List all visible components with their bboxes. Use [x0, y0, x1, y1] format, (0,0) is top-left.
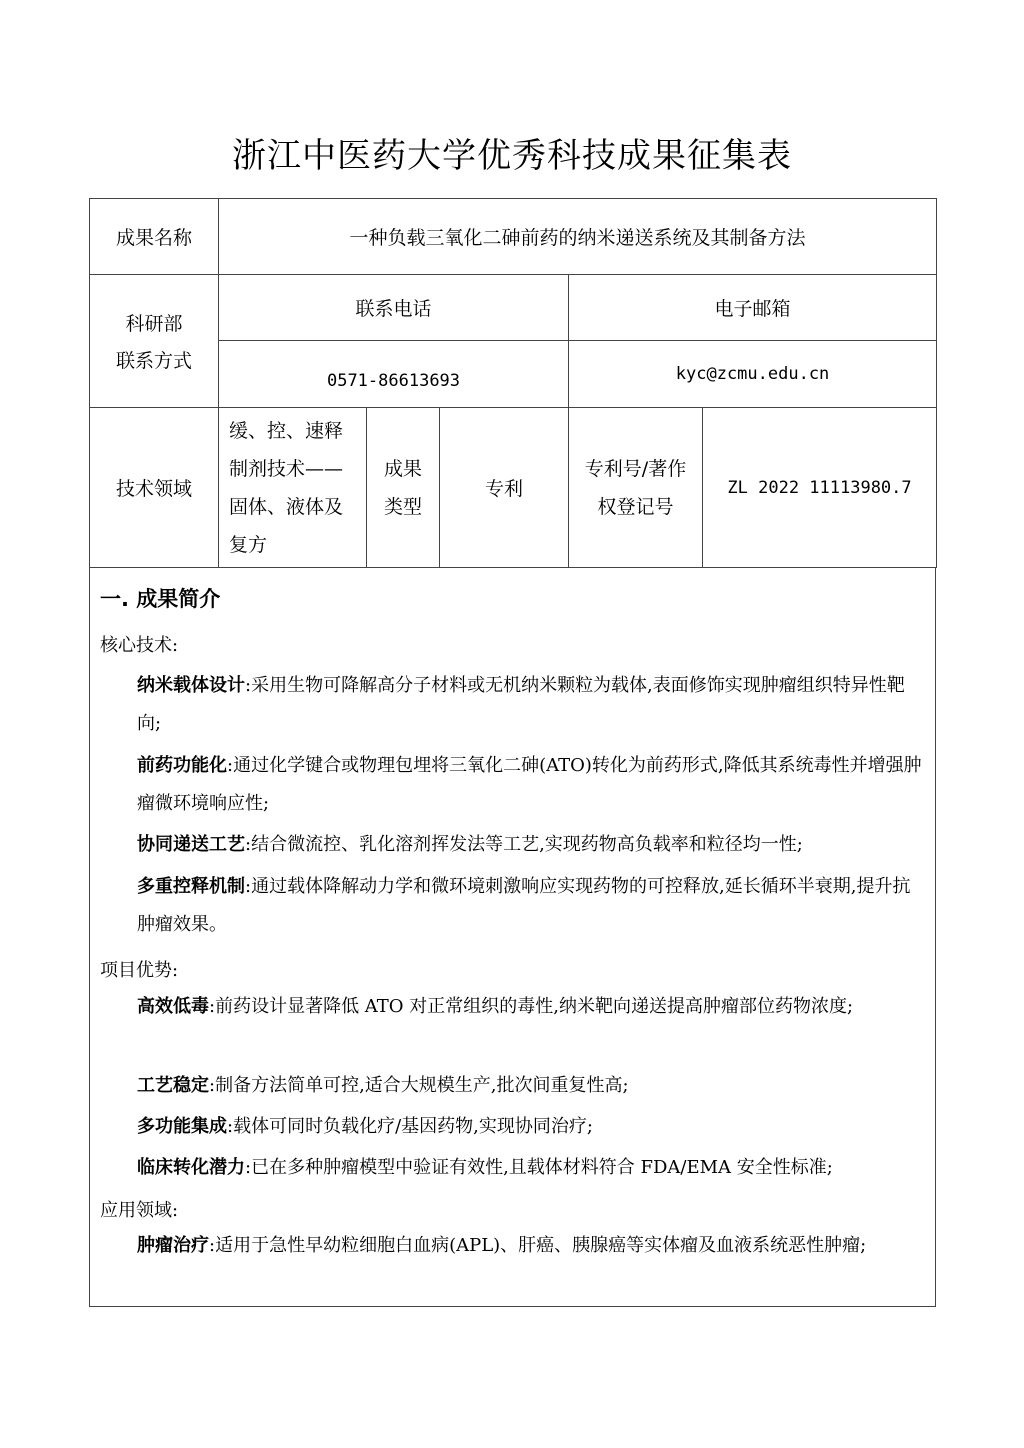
field-value [219, 408, 367, 568]
type-value: 专利 [440, 408, 569, 568]
field-label: 技术领域 [90, 408, 219, 568]
core-item-text: :通过载体降解动力学和微环境刺激响应实现药物的可控释放,延长循环半衰期,提升抗肿瘤效果。 [137, 876, 911, 935]
summary-section [89, 567, 936, 1307]
type-label-line1: 成果 [383, 457, 422, 480]
application-item [137, 1227, 927, 1265]
patent-value: ZL 2022 11113980.7 [703, 408, 937, 568]
email-value: kyc@zcmu.edu.cn [569, 341, 937, 408]
phone-label: 联系电话 [219, 275, 569, 341]
email-label: 电子邮箱 [569, 275, 937, 341]
core-item [137, 747, 927, 823]
core-item-term: 纳米载体设计 [137, 675, 245, 696]
core-item-term: 多重控释机制 [137, 876, 245, 897]
patent-label [569, 408, 703, 568]
advantage-heading: 项目优势: [100, 960, 179, 981]
advantage-item-text: :已在多种肿瘤模型中验证有效性,且载体材料符合 FDA/EMA 安全性标准; [245, 1157, 833, 1178]
contact-label-line1: 科研部 [125, 313, 183, 335]
field-line: 复方 [229, 533, 268, 556]
section-title: 一. 成果简介 [100, 587, 221, 611]
advantage-item [137, 1149, 927, 1187]
core-item [137, 868, 927, 944]
info-table [89, 198, 937, 568]
advantage-item [137, 1067, 927, 1105]
field-line: 制剂技术—— [229, 457, 344, 480]
core-item-text: :通过化学键合或物理包埋将三氧化二砷(ATO)转化为前药形式,降低其系统毒性并增强肿瘤微环境响应性; [137, 755, 922, 814]
advantage-item-term: 高效低毒 [137, 996, 209, 1017]
core-item [137, 826, 927, 864]
patent-label-line2: 权登记号 [597, 495, 674, 518]
advantage-item-term: 工艺稳定 [137, 1075, 209, 1096]
core-item-text: :采用生物可降解高分子材料或无机纳米颗粒为载体,表面修饰实现肿瘤组织特异性靶向; [137, 675, 905, 734]
advantage-item-text: :前药设计显著降低 ATO 对正常组织的毒性,纳米靶向递送提高肿瘤部位药物浓度; [209, 996, 854, 1017]
core-item-term: 协同递送工艺 [137, 834, 245, 855]
contact-label [90, 275, 219, 408]
advantage-item-term: 临床转化潜力 [137, 1157, 245, 1178]
core-item-term: 前药功能化 [137, 755, 227, 776]
type-label [367, 408, 440, 568]
phone-value: 0571-86613693 [219, 341, 569, 408]
core-heading: 核心技术: [100, 635, 179, 656]
field-line: 缓、控、速释 [229, 419, 344, 442]
name-value: 一种负载三氧化二砷前药的纳米递送系统及其制备方法 [219, 199, 937, 275]
core-item-text: :结合微流控、乳化溶剂挥发法等工艺,实现药物高负载率和粒径均一性; [245, 834, 803, 855]
application-item-text: :适用于急性早幼粒细胞白血病(APL)、肝癌、胰腺癌等实体瘤及血液系统恶性肿瘤; [209, 1235, 867, 1256]
advantage-item [137, 1108, 927, 1146]
advantage-item-term: 多功能集成 [137, 1116, 227, 1137]
name-label: 成果名称 [90, 199, 219, 275]
field-line: 固体、液体及 [229, 495, 344, 518]
application-item-term: 肿瘤治疗 [137, 1235, 209, 1256]
patent-label-line1: 专利号/著作 [584, 457, 687, 480]
application-heading: 应用领域: [100, 1200, 179, 1221]
contact-label-line2: 联系方式 [115, 350, 192, 372]
type-label-line2: 类型 [383, 495, 422, 518]
advantage-item-text: :载体可同时负载化疗/基因药物,实现协同治疗; [227, 1116, 593, 1137]
advantage-item-text: :制备方法简单可控,适合大规模生产,批次间重复性高; [209, 1075, 629, 1096]
advantage-item [137, 988, 927, 1026]
core-item [137, 667, 927, 743]
page-title: 浙江中医药大学优秀科技成果征集表 [232, 136, 792, 176]
